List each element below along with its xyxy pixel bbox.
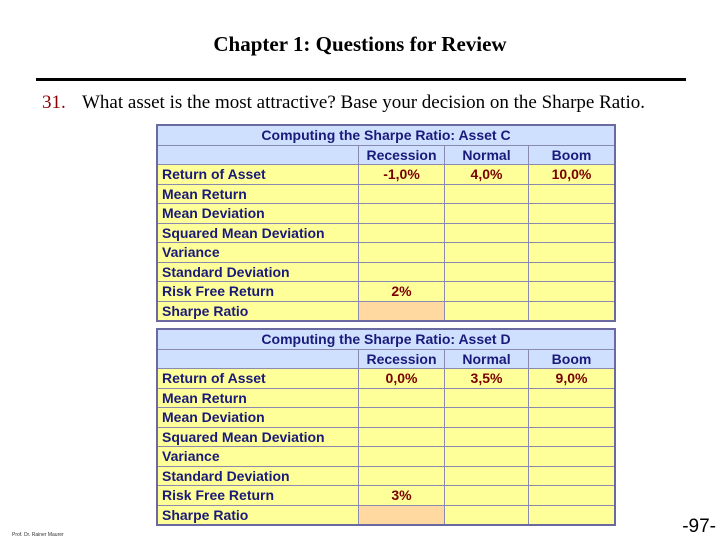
sharpe-table-asset-c xyxy=(156,124,616,322)
table-title: Computing the Sharpe Ratio: Asset C xyxy=(157,125,615,145)
table-cell xyxy=(529,466,616,486)
header-blank-cell xyxy=(157,145,359,165)
row-label: Squared Mean Deviation xyxy=(157,223,359,243)
table-row xyxy=(157,165,615,185)
table-cell xyxy=(359,223,445,243)
table-cell xyxy=(445,486,529,506)
table-row xyxy=(157,243,615,263)
table-title: Computing the Sharpe Ratio: Asset D xyxy=(157,329,615,349)
table-row xyxy=(157,223,615,243)
row-label: Mean Deviation xyxy=(157,408,359,428)
table-cell: -1,0% xyxy=(359,165,445,185)
table-cell xyxy=(445,447,529,467)
row-label: Sharpe Ratio xyxy=(157,301,359,321)
row-label: Risk Free Return xyxy=(157,486,359,506)
table-cell xyxy=(359,388,445,408)
row-label: Risk Free Return xyxy=(157,282,359,302)
column-header-boom: Boom xyxy=(529,145,616,165)
table-cell xyxy=(529,505,616,525)
table-cell xyxy=(529,204,616,224)
table-cell xyxy=(445,223,529,243)
row-label: Return of Asset xyxy=(157,369,359,389)
row-label: Mean Return xyxy=(157,388,359,408)
table-cell xyxy=(445,408,529,428)
table-cell xyxy=(359,243,445,263)
table-cell xyxy=(445,204,529,224)
table-cell xyxy=(445,427,529,447)
sharpe-table-asset-d xyxy=(156,328,616,526)
table-cell xyxy=(529,223,616,243)
row-label: Standard Deviation xyxy=(157,466,359,486)
table-cell xyxy=(445,262,529,282)
row-label: Sharpe Ratio xyxy=(157,505,359,525)
table-row xyxy=(157,486,615,506)
table-row xyxy=(157,466,615,486)
table-cell xyxy=(359,427,445,447)
table-row xyxy=(157,388,615,408)
table-cell: 9,0% xyxy=(529,369,616,389)
question-text: What asset is the most attractive? Base your decision on the Sharpe Ratio. xyxy=(82,92,645,113)
table-cell xyxy=(445,505,529,525)
table-cell xyxy=(529,447,616,467)
author-footer: Prof. Dr. Rainer Maurer xyxy=(12,532,64,538)
table-row xyxy=(157,505,615,525)
column-header-recession: Recession xyxy=(359,349,445,369)
table-cell xyxy=(529,486,616,506)
page-number: -97- xyxy=(682,516,716,537)
table-cell xyxy=(445,184,529,204)
table-cell xyxy=(445,466,529,486)
table-cell xyxy=(359,184,445,204)
column-header-recession: Recession xyxy=(359,145,445,165)
table-cell: 4,0% xyxy=(445,165,529,185)
table-cell xyxy=(445,282,529,302)
table-cell xyxy=(359,447,445,467)
table-row xyxy=(157,369,615,389)
table-row xyxy=(157,282,615,302)
table-cell xyxy=(529,408,616,428)
column-header-normal: Normal xyxy=(445,349,529,369)
table-cell: 10,0% xyxy=(529,165,616,185)
table-cell xyxy=(529,184,616,204)
table-header-row xyxy=(157,145,615,165)
table-cell xyxy=(445,301,529,321)
table-cell xyxy=(529,282,616,302)
table-cell xyxy=(359,466,445,486)
table-cell xyxy=(529,243,616,263)
table-row xyxy=(157,204,615,224)
table-cell: 3% xyxy=(359,486,445,506)
column-header-normal: Normal xyxy=(445,145,529,165)
row-label: Return of Asset xyxy=(157,165,359,185)
table-row xyxy=(157,184,615,204)
table-cell xyxy=(529,388,616,408)
table-title-row xyxy=(157,329,615,349)
question-number: 31. xyxy=(42,92,66,113)
column-header-boom: Boom xyxy=(529,349,616,369)
table-cell: 0,0% xyxy=(359,369,445,389)
table-cell xyxy=(529,427,616,447)
row-label: Squared Mean Deviation xyxy=(157,427,359,447)
sharpe-ratio-cell xyxy=(359,301,445,321)
title-underline xyxy=(36,78,686,81)
table-cell xyxy=(529,262,616,282)
slide-title: Chapter 1: Questions for Review xyxy=(213,32,507,56)
row-label: Mean Return xyxy=(157,184,359,204)
table-cell xyxy=(359,408,445,428)
row-label: Mean Deviation xyxy=(157,204,359,224)
table-row xyxy=(157,301,615,321)
table-cell xyxy=(359,262,445,282)
table-row xyxy=(157,427,615,447)
row-label: Variance xyxy=(157,243,359,263)
table-cell xyxy=(445,388,529,408)
table-row xyxy=(157,262,615,282)
sharpe-ratio-cell xyxy=(359,505,445,525)
table-cell xyxy=(359,204,445,224)
row-label: Variance xyxy=(157,447,359,467)
table-title-row xyxy=(157,125,615,145)
table-row xyxy=(157,447,615,467)
table-row xyxy=(157,408,615,428)
table-cell xyxy=(529,301,616,321)
header-blank-cell xyxy=(157,349,359,369)
table-cell: 3,5% xyxy=(445,369,529,389)
table-header-row xyxy=(157,349,615,369)
row-label: Standard Deviation xyxy=(157,262,359,282)
table-cell xyxy=(445,243,529,263)
table-cell: 2% xyxy=(359,282,445,302)
